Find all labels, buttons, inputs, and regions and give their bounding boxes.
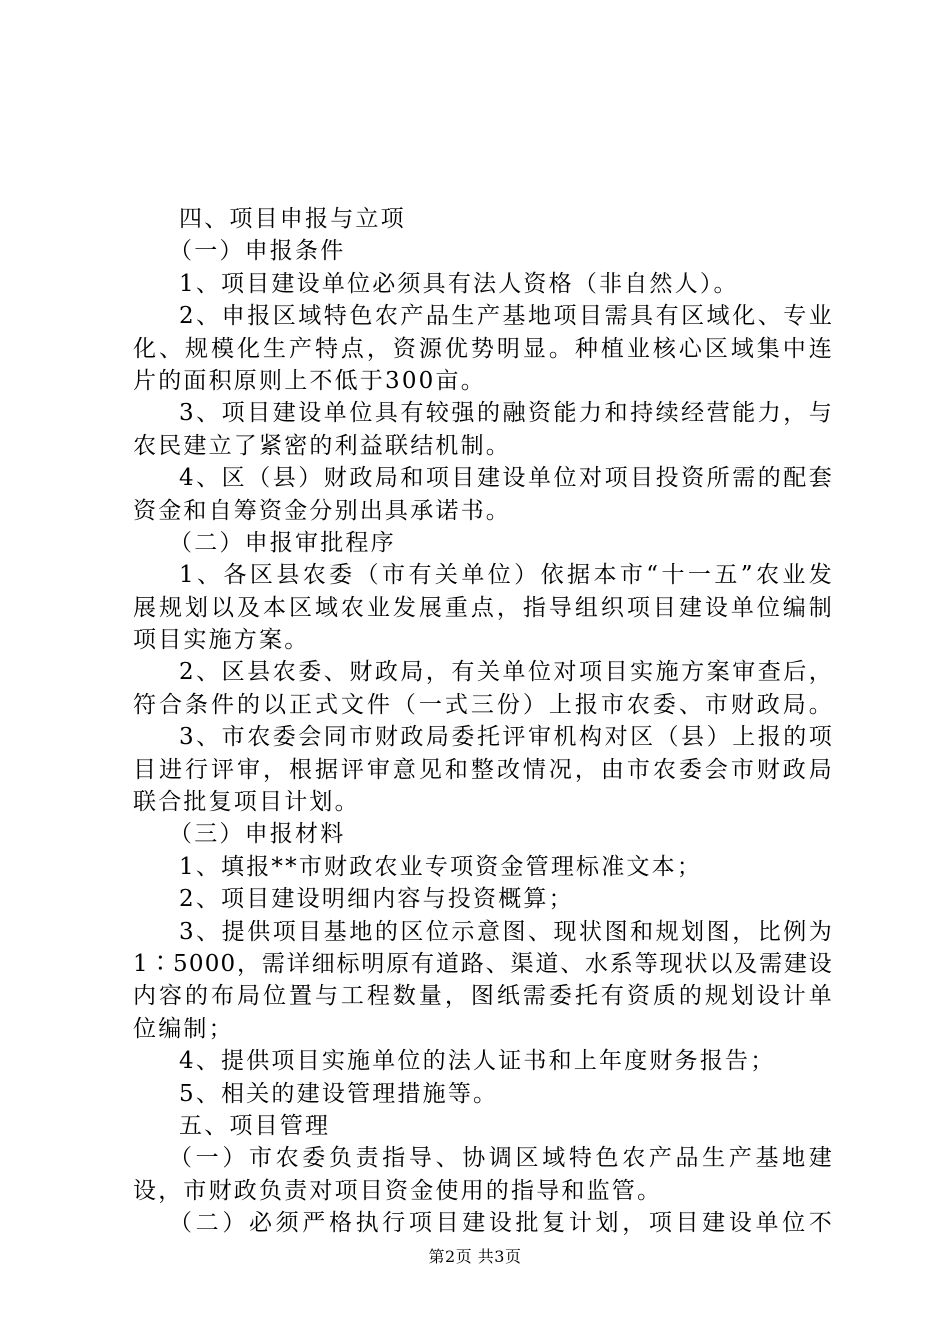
paragraph-line: 设，市财政负责对项目资金使用的指导和监管。: [133, 1177, 663, 1204]
subsection-heading-2: （二）申报审批程序: [169, 529, 396, 556]
paragraph-line: （二）必须严格执行项目建设批复计划，项目建设单位不: [169, 1210, 833, 1237]
paragraph-line: 3、提供项目基地的区位示意图、现状图和规划图，比例为: [179, 918, 833, 945]
paragraph-line: 化、规模化生产特点，资源优势明显。种植业核心区域集中连: [133, 335, 833, 362]
paragraph-line: 2、区县农委、财政局，有关单位对项目实施方案审查后，: [179, 659, 833, 686]
paragraph-line: 目进行评审，根据评审意见和整改情况，由市农委会市财政局: [133, 756, 833, 783]
paragraph-line: 展规划以及本区域农业发展重点，指导组织项目建设单位编制: [133, 594, 833, 621]
paragraph-line: 位编制；: [133, 1015, 234, 1042]
paragraph-line: 项目实施方案。: [133, 627, 310, 654]
paragraph-line: 2、项目建设明细内容与投资概算；: [179, 886, 574, 913]
paragraph-line: 1、各区县农委（市有关单位）依据本市“十一五”农业发: [179, 562, 833, 589]
paragraph-line: 4、区（县）财政局和项目建设单位对项目投资所需的配套: [179, 465, 833, 492]
section-heading-5: 五、项目管理: [179, 1112, 331, 1139]
paragraph-line: 符合条件的以正式文件（一式三份）上报市农委、市财政局。: [133, 691, 833, 718]
paragraph-line: 1、填报**市财政农业专项资金管理标准文本；: [179, 853, 703, 880]
subsection-heading-3: （三）申报材料: [169, 821, 346, 848]
paragraph-line: 1、项目建设单位必须具有法人资格（非自然人）。: [179, 270, 739, 297]
paragraph-line: 联合批复项目计划。: [133, 789, 360, 816]
paragraph-line: 2、申报区域特色农产品生产基地项目需具有区域化、专业: [179, 303, 833, 330]
paragraph-line: 片的面积原则上不低于300亩。: [133, 367, 486, 394]
paragraph-line: 3、项目建设单位具有较强的融资能力和持续经营能力，与: [179, 400, 833, 427]
paragraph-line: 资金和自筹资金分别出具承诺书。: [133, 497, 511, 524]
paragraph-line: （一）市农委负责指导、协调区域特色农产品生产基地建: [169, 1145, 833, 1172]
page-number-footer: 第2页 共3页: [428, 1247, 522, 1266]
paragraph-line: 农民建立了紧密的利益联结机制。: [133, 432, 511, 459]
paragraph-line: 1∶5000，需详细标明原有道路、渠道、水系等现状以及需建设: [133, 950, 833, 977]
subsection-heading-1: （一）申报条件: [169, 238, 346, 265]
paragraph-line: 内容的布局位置与工程数量，图纸需委托有资质的规划设计单: [133, 983, 833, 1010]
paragraph-line: 5、相关的建设管理措施等。: [179, 1080, 499, 1107]
document-body: [133, 203, 833, 1240]
paragraph-line: 3、市农委会同市财政局委托评审机构对区（县）上报的项: [179, 724, 833, 751]
section-heading-4: 四、项目申报与立项: [179, 206, 406, 232]
paragraph-line: 4、提供项目实施单位的法人证书和上年度财务报告；: [179, 1048, 776, 1075]
